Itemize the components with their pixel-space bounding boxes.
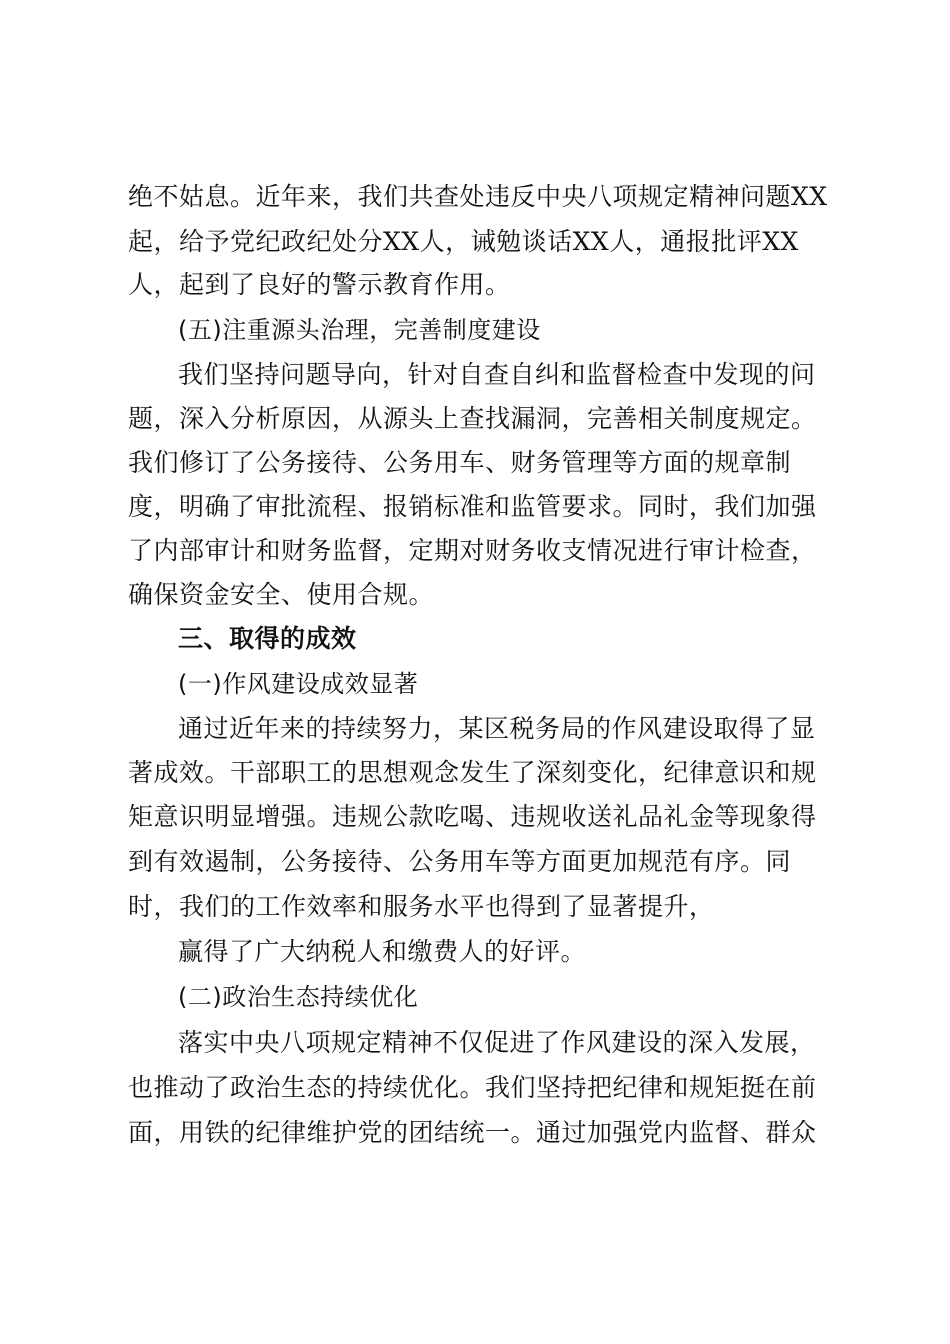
paragraph-line: 度，明确了审批流程、报销标准和监管要求。同时，我们加强 — [128, 492, 817, 521]
paragraph-line: 也推动了政治生态的持续优化。我们坚持把纪律和规矩挺在前 — [128, 1073, 817, 1102]
paragraph-line: 确保资金安全、使用合规。 — [128, 580, 435, 609]
paragraph-line: 了内部审计和财务监督，定期对财务收支情况进行审计检查， — [128, 536, 817, 565]
paragraph-line: 落实中央八项规定精神不仅促进了作风建设的深入发展， — [178, 1028, 816, 1057]
paragraph-line: 人，起到了良好的警示教育作用。 — [128, 270, 511, 299]
section-subheading: (二)政治生态持续优化 — [178, 983, 419, 1011]
paragraph-line: 题，深入分析原因，从源头上查找漏洞，完善相关制度规定。 — [128, 404, 817, 433]
section-subheading: (五)注重源头治理，完善制度建设 — [178, 316, 541, 344]
paragraph-line: 到有效遏制，公务接待、公务用车等方面更加规范有序。同 — [128, 847, 792, 876]
paragraph-line: 通过近年来的持续努力，某区税务局的作风建设取得了显 — [178, 714, 816, 743]
section-heading: 三、取得的成效 — [178, 624, 357, 653]
paragraph-line: 著成效。干部职工的思想观念发生了深刻变化，纪律意识和规 — [128, 758, 817, 787]
paragraph-line: 我们坚持问题导向，针对自查自纠和监督检查中发现的问 — [178, 360, 816, 389]
paragraph-line: 时，我们的工作效率和服务水平也得到了显著提升， — [128, 892, 715, 921]
section-subheading: (一)作风建设成效显著 — [178, 670, 419, 698]
paragraph-line: 起，给予党纪政纪处分XX人，诫勉谈话XX人，通报批评XX — [128, 227, 799, 256]
paragraph-line: 面，用铁的纪律维护党的团结统一。通过加强党内监督、群众 — [128, 1118, 817, 1147]
paragraph-line: 绝不姑息。近年来，我们共查处违反中央八项规定精神问题XX — [128, 182, 828, 211]
paragraph-line: 矩意识明显增强。违规公款吃喝、违规收送礼品礼金等现象得 — [128, 802, 817, 831]
paragraph-line: 我们修订了公务接待、公务用车、财务管理等方面的规章制 — [128, 448, 792, 477]
paragraph-line: 赢得了广大纳税人和缴费人的好评。 — [178, 937, 587, 966]
